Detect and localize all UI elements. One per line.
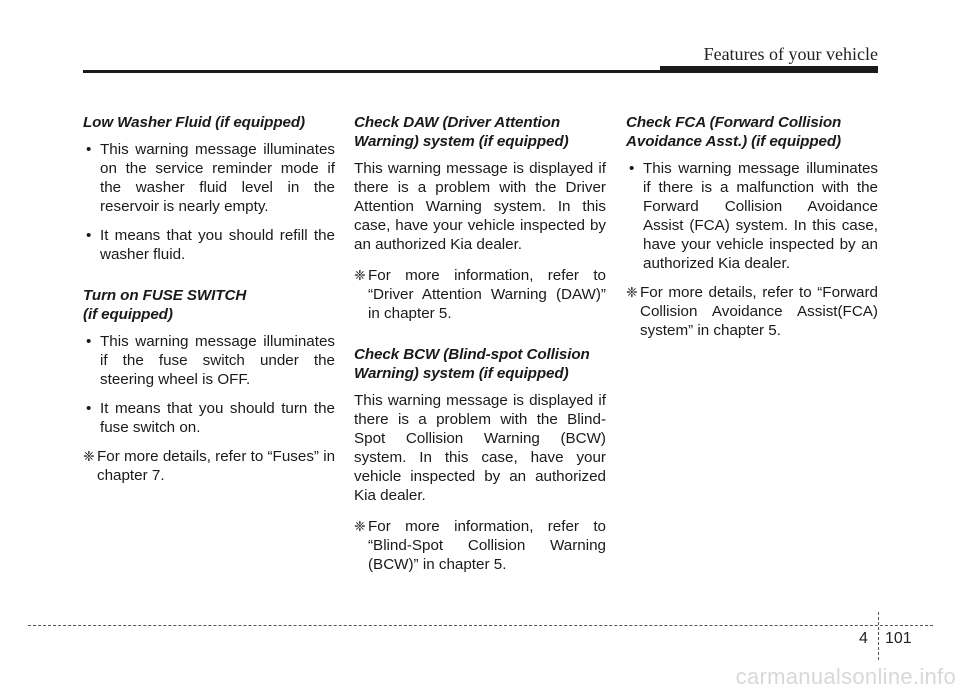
section-heading	[354, 345, 606, 383]
note-text: For more details, refer to “Fuses” in chapter 7.	[97, 448, 336, 484]
bullet-item: • This warning message illuminates if there is a malfunction with the Forward Collision Avoidance Assist (FCA) system. In this case, have your vehicle inspected by an authorized Kia dealer.	[626, 159, 878, 273]
chapter-number: 4	[859, 630, 868, 647]
watermark: carmanualsonline.info	[735, 664, 956, 689]
heading-line: Check FCA (Forward Collision	[626, 114, 842, 131]
heading-line: (if equipped)	[83, 306, 173, 323]
heading-line: Avoidance Asst.) (if equipped)	[626, 133, 841, 150]
footer-dashed-divider	[878, 612, 879, 660]
footer-dashed-rule	[28, 625, 933, 626]
section-heading	[83, 286, 335, 324]
heading-line: Warning) system (if equipped)	[354, 133, 569, 150]
note	[626, 283, 878, 340]
paragraph: This warning message is displayed if there is a problem with the Driver Attention Warning system. In this case, have your vehicle inspected by an authorized Kia dealer.	[354, 160, 606, 253]
note-asterisk-icon: ❈	[83, 448, 95, 464]
section-heading	[354, 113, 606, 151]
note	[83, 447, 335, 485]
note-text: For more information, refer to “Driver Attention Warning (DAW)” in chapter 5.	[368, 267, 606, 322]
bullet-item: • It means that you should refill the washer fluid.	[83, 226, 335, 264]
heading-line: Check DAW (Driver Attention	[354, 114, 561, 131]
column-1	[83, 113, 335, 495]
bullet-item: • It means that you should turn the fuse switch on.	[83, 399, 335, 437]
note	[354, 266, 606, 323]
column-3	[626, 113, 878, 350]
note-asterisk-icon: ❈	[354, 267, 366, 283]
note-asterisk-icon: ❈	[626, 284, 638, 300]
page-header-title: Features of your vehicle	[703, 44, 878, 64]
bullet-item: • This warning message illuminates if the fuse switch under the steering wheel is OFF.	[83, 332, 335, 389]
page-number: 101	[885, 630, 912, 647]
section-heading: Low Washer Fluid (if equipped)	[83, 114, 305, 131]
heading-line: Warning) system (if equipped)	[354, 365, 569, 382]
heading-line: Turn on FUSE SWITCH	[83, 287, 247, 304]
section-heading	[626, 113, 878, 151]
paragraph: This warning message is displayed if there is a problem with the Blind-Spot Collision Warning (BCW) system. In this case, have your vehicle inspected by an authorized Kia dealer.	[354, 392, 606, 504]
header-rule-accent	[660, 66, 878, 72]
bullet-item: • This warning message illuminates on the service reminder mode if the washer fluid level in the reservoir is nearly empty.	[83, 140, 335, 216]
note	[354, 517, 606, 574]
column-2	[354, 113, 606, 584]
heading-line: Check BCW (Blind-spot Collision	[354, 346, 590, 363]
note-text: For more information, refer to “Blind-Spot Collision Warning (BCW)” in chapter 5.	[368, 518, 606, 573]
note-text: For more details, refer to “Forward Collision Avoidance Assist(FCA) system” in chapter 5.	[640, 284, 878, 339]
note-asterisk-icon: ❈	[354, 518, 366, 534]
